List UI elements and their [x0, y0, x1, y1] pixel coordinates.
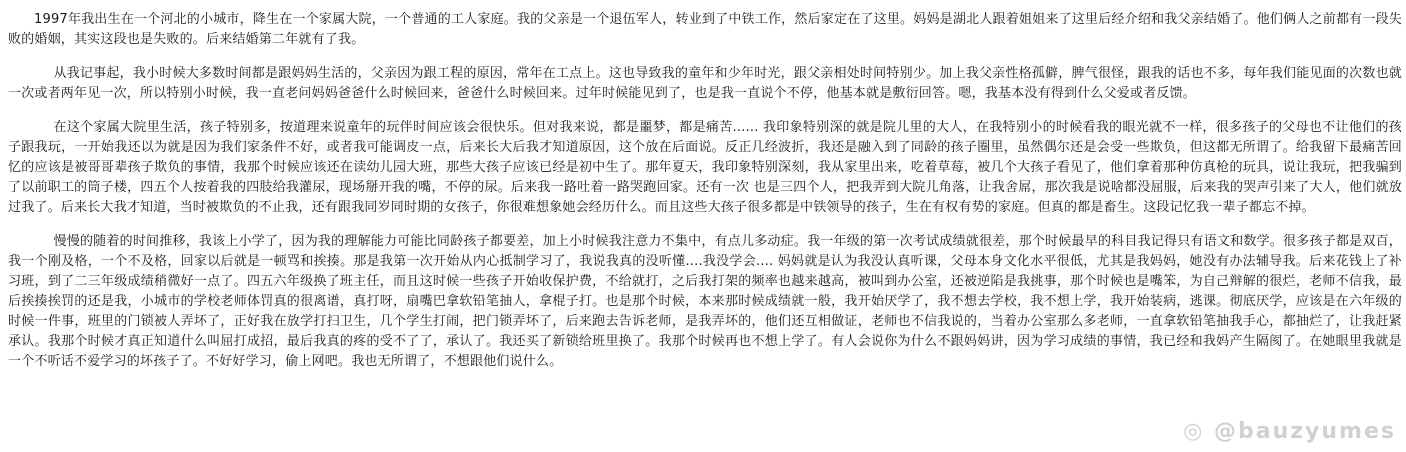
- paragraph-childhood: 从我记事起，我小时候大多数时间都是跟妈妈生活的，父亲因为跟工程的原因，常年在工点上。这也导致我的童年和少年时光，跟父亲相处时间特别少。加上我父亲性格孤僻，脾气很怪，跟我的话也不多，每年我们能见面的次数也就一次或者两年见一次，所以特别小时候，我一直老问妈妈爸爸什么时候回来，爸爸什么时候回来。过年时候能见到了，也是我一直说个不停，他基本就是敷衍回答。嗯，我基本没有得到什么父爱或者反馈。: [8, 66, 1402, 101]
- watermark: [1183, 419, 1396, 444]
- watermark-text: @bauzyumes: [1213, 419, 1396, 444]
- weibo-icon: ◎: [1183, 419, 1205, 444]
- paragraph-birth: 1997年我出生在一个河北的小城市，降生在一个家属大院，一个普通的工人家庭。我的父亲是一个退伍军人，转业到了中铁工作，然后家定在了这里。妈妈是湖北人跟着姐姐来了这里后经介绍和我父亲结婚了。他们俩人之前都有一段失败的婚姻，其实这段也是失败的。后来结婚第二年就有了我。: [8, 12, 1402, 47]
- paragraph-school: 慢慢的随着的时间推移，我该上小学了，因为我的理解能力可能比同龄孩子都要差，加上小时候我注意力不集中，有点儿多动症。我一年级的第一次考试成绩就很差，那个时候最早的科目我记得只有语文和数学。很多孩子都是双百，我一个刚及格，一个不及格，回家以后就是一顿骂和挨揍。那是我第一次开始从内心抵制学习了，我说我真的没听懂....我没学会.... 妈妈就是认为我没认真听课，父母本身文化水平很低，尤其是我妈妈，她没有办法辅导我。后来花钱上了补习班，到了二三年级成绩稍微好一点了。四五六年级换了班主任，而且这时候一些孩子开始收保护费，不给就打，之后我打架的频率也越来越高，被叫到办公室，还被逆陷是我挑事，那个时候也是嘴笨，为自己辩解的很烂，老师不信我，最后挨揍挨罚的还是我，小城市的学校老师体罚真的很离谱，真打呀，扇嘴巴拿软铅笔抽人，拿棍子打。也是那个时候，本来那时候成绩就一般，我开始厌学了，我不想去学校，我不想上学，我开始装病，逃课。彻底厌学，应该是在六年级的时候一件事，班里的门锁被人弄坏了，正好我在放学打扫卫生，几个学生打闹，把门锁弄坏了，后来跑去告诉老师，是我弄坏的，他们还互相做证，老师也不信我说的，当着办公室那么多老师，一直拿软铅笔抽我手心，都抽烂了，让我赶紧承认。我那个时候才真正知道什么叫屈打成招，最后我真的疼的受不了了，承认了。我还买了新锁给班里换了。我那个时候再也不想上学了。有人会说你为什么不跟妈妈讲，因为学习成绩的事情，我已经和我妈产生隔阂了。在她眼里我就是一个不听话不爱学习的坏孩子了。不好好学习，偷上网吧。我也无所谓了，不想跟他们说什么。: [8, 234, 1402, 369]
- document-body: [8, 10, 1402, 386]
- paragraph-compound-life: 在这个家属大院里生活，孩子特别多，按道理来说童年的玩伴时间应该会很快乐。但对我来说，都是噩梦，都是痛苦...... 我印象特别深的就是院儿里的大人，在我特别小的时候看我的眼光就不一样，很多孩子的父母也不让他们的孩子跟我玩，一开始我还以为就是因为我们家条件不好，或者我可能调皮一点，后来长大后我才知道原因，这个放在后面说。反正几经波折，我还是融入到了同龄的孩子圈里，虽然偶尔还是会受一些欺负，但这都无所谓了。给我留下最痛苦回忆的应该是被哥哥辈孩子欺负的事情，我那个时候应该还在读幼儿园大班，那些大孩子应该已经是初中生了。那年夏天，我印象特别深刻，我从家里出来，吃着草莓，被几个大孩子看见了，他们拿着那种仿真枪的玩具，说让我玩，把我骗到了以前职工的筒子楼，四五个人按着我的四肢给我灌尿，现场掰开我的嘴，不停的尿。后来我一路吐着一路哭跑回家。还有一次 也是三四个人，把我弄到大院儿角落，让我舍屌，那次我是说啥都没屈服，后来我的哭声引来了大人，他们就放过我了。后来长大我才知道，当时被欺负的不止我，还有跟我同岁同时期的女孩子，你很难想象她会经历什么。而且这些大孩子很多都是中铁领导的孩子，生在有权有势的家庭。但真的都是畜生。这段记忆我一辈子都忘不掉。: [8, 120, 1402, 215]
